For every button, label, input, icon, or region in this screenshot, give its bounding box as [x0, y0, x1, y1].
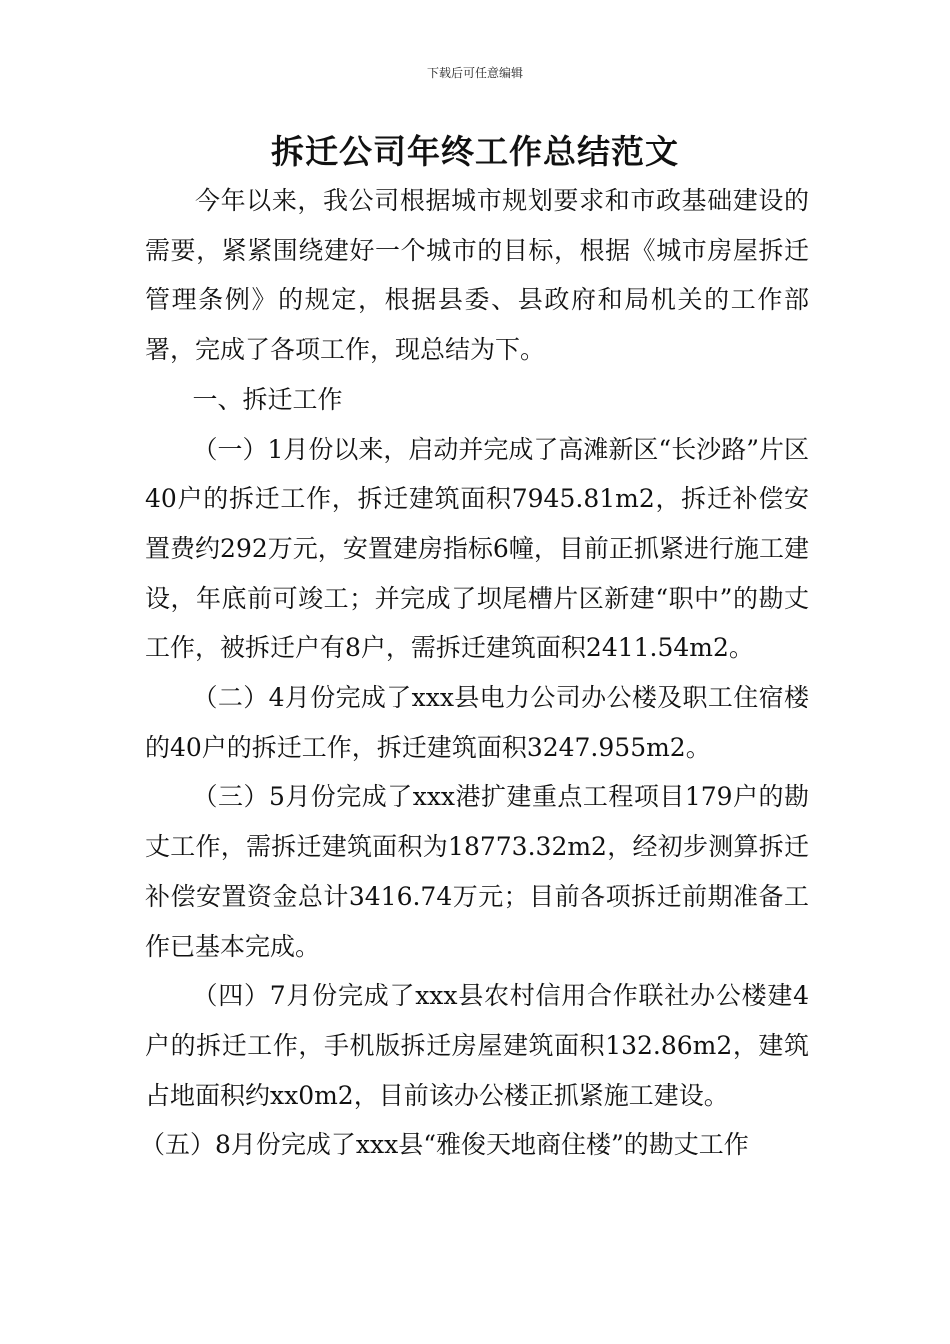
item-paragraph-1: （一）1月份以来，启动并完成了高滩新区“长沙路”片区40户的拆迁工作，拆迁建筑面积7945.81m2，拆迁补偿安置费约292万元，安置建房指标6幢，目前正抓紧进行施工建设，年底前可竣工；并完成了坝尾槽片区新建“职中”的勘丈工作，被拆迁户有8户，需拆迁建筑面积2411.54m2。	[145, 434, 809, 663]
section-heading: 一、拆迁工作	[192, 384, 343, 414]
item-paragraph-4: （四）7月份完成了xxx县农村信用合作联社办公楼建4户的拆迁工作，手机版拆迁房屋建筑面积132.86m2，建筑占地面积约xx0m2，目前该办公楼正抓紧施工建设。	[145, 981, 809, 1110]
document-body	[140, 176, 809, 1170]
document-title: 拆迁公司年终工作总结范文	[271, 132, 679, 171]
item-paragraph-2: （二）4月份完成了xxx县电力公司办公楼及职工住宿楼的40户的拆迁工作，拆迁建筑面积3247.955m2。	[145, 683, 809, 762]
item-paragraph-3: （三）5月份完成了xxx港扩建重点工程项目179户的勘丈工作，需拆迁建筑面积为18773.32m2，经初步测算拆迁补偿安置资金总计3416.74万元；目前各项拆迁前期准备工作已基本完成。	[145, 782, 809, 961]
item-paragraph-5: （五）8月份完成了xxx县“雅俊天地商住楼”的勘丈工作	[140, 1130, 749, 1160]
intro-paragraph: 今年以来，我公司根据城市规划要求和市政基础建设的需要，紧紧围绕建好一个城市的目标，根据《城市房屋拆迁管理条例》的规定，根据县委、县政府和局机关的工作部署，完成了各项工作，现总结为下。	[145, 186, 809, 365]
header-note: 下载后可任意编辑	[426, 66, 523, 80]
